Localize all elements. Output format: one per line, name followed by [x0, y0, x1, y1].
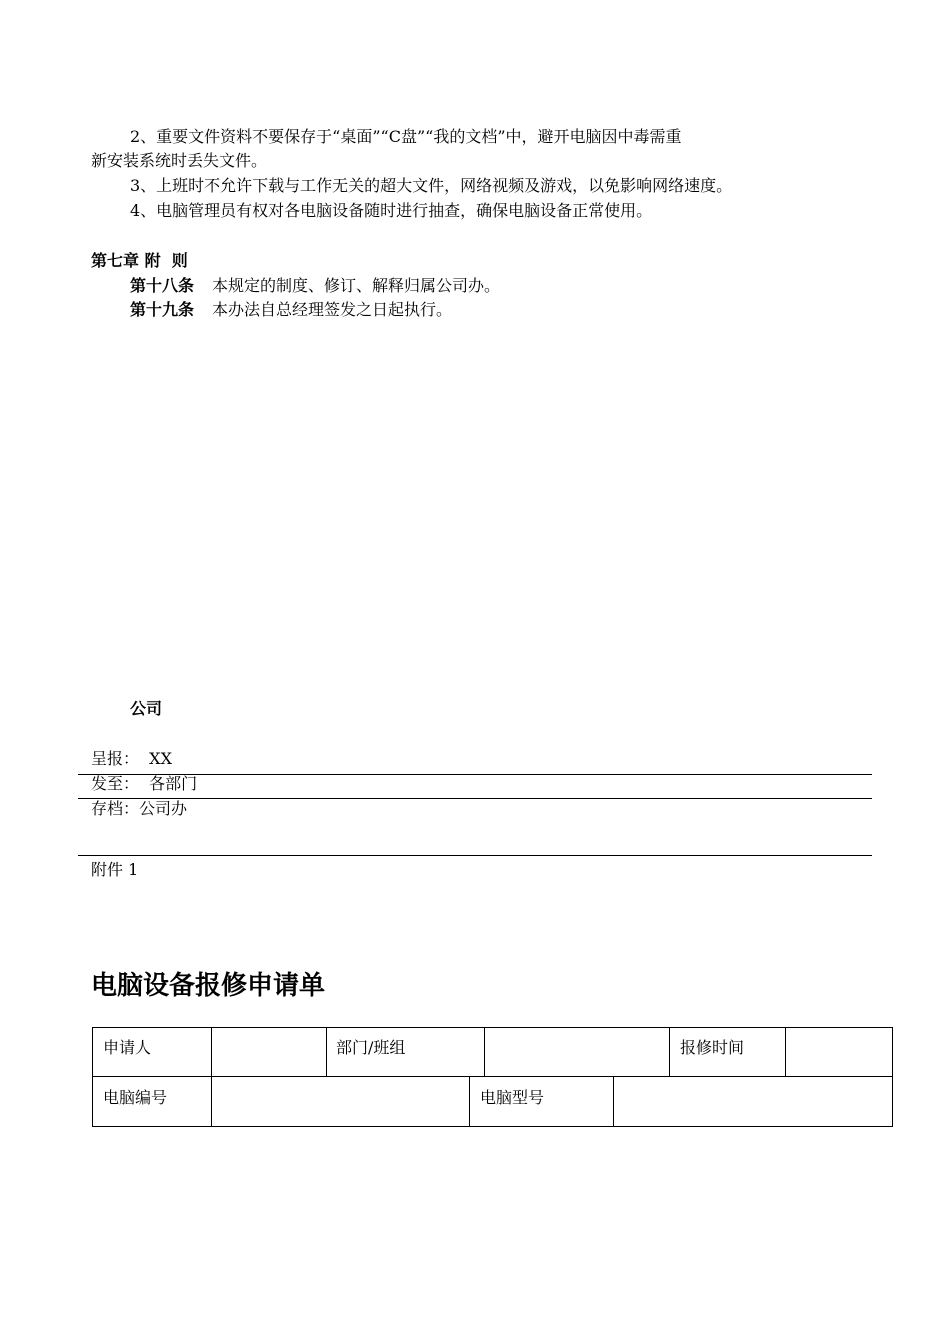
attachment-label: 附件 1 [91, 860, 139, 879]
applicant-label: 申请人 [103, 1038, 152, 1057]
send-to-line: 发至： 各部门 [91, 774, 198, 793]
divider-3 [78, 855, 872, 856]
article-18-text: 本规定的制度、修订、解释归属公司办。 [212, 276, 501, 295]
article-18-label: 第十八条 [130, 276, 195, 295]
computer-model-label: 电脑型号 [480, 1088, 545, 1107]
article-19-text: 本办法自总经理签发之日起执行。 [212, 300, 453, 319]
row1-col-divider [669, 1027, 670, 1077]
rule-item-2-line-1: 2、重要文件资料不要保存于“桌面”“C盘”“我的文档”中，避开电脑因中毒需重 [130, 127, 682, 146]
archive-line: 存档：公司办 [91, 799, 188, 818]
issuer-company: 公司 [130, 699, 163, 718]
repair-form-title: 电脑设备报修申请单 [91, 971, 326, 1001]
report-to-line: 呈报： XX [91, 749, 172, 768]
department-field[interactable] [485, 1028, 668, 1076]
repair-time-field[interactable] [786, 1028, 891, 1076]
article-19-label: 第十九条 [130, 300, 195, 319]
chapter-7-heading: 第七章 附 则 [91, 251, 188, 270]
department-label: 部门/班组 [336, 1038, 406, 1057]
row1-col-divider [326, 1027, 327, 1077]
rule-item-4: 4、电脑管理员有权对各电脑设备随时进行抽查，确保电脑设备正常使用。 [130, 201, 653, 220]
article-18 [130, 274, 500, 298]
row2-col-divider [469, 1076, 470, 1126]
computer-number-field[interactable] [212, 1077, 468, 1125]
rule-item-2-line-2: 新安装系统时丢失文件。 [91, 151, 268, 170]
repair-time-label: 报修时间 [680, 1038, 745, 1057]
rule-item-3: 3、上班时不允许下载与工作无关的超大文件，网络视频及游戏，以免影响网络速度。 [130, 176, 733, 195]
article-19 [130, 298, 452, 322]
divider-2 [78, 798, 872, 799]
applicant-field[interactable] [212, 1028, 325, 1076]
computer-model-field[interactable] [614, 1077, 891, 1125]
computer-number-label: 电脑编号 [103, 1088, 168, 1107]
